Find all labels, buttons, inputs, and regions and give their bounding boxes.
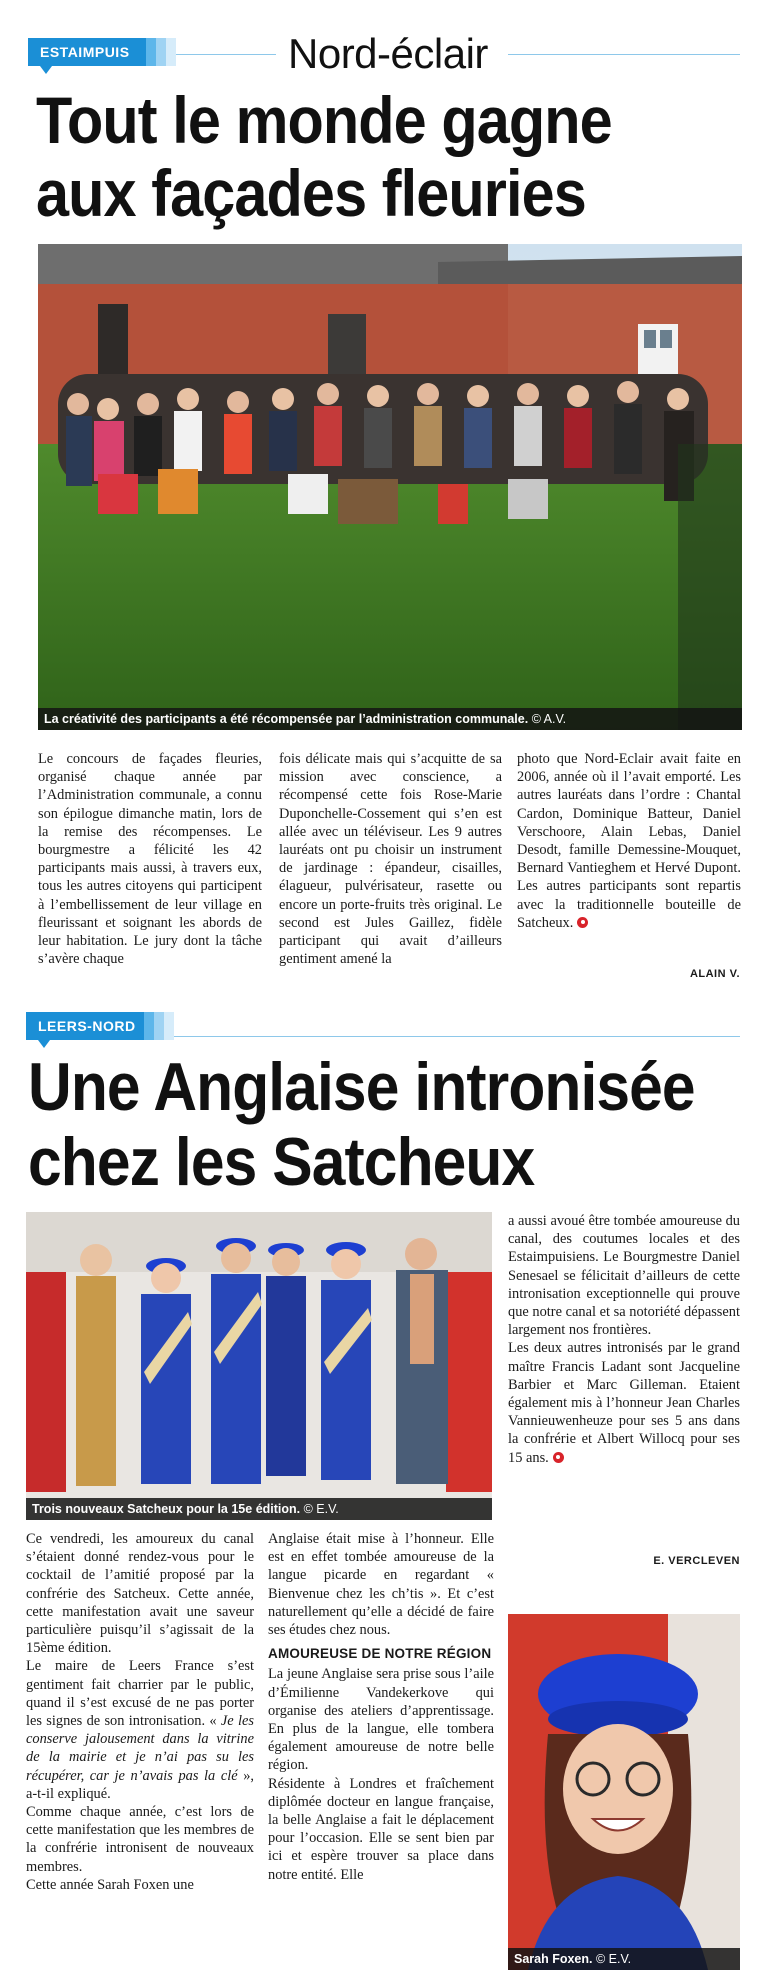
tag-notch	[40, 66, 52, 74]
portrait-photo-image	[508, 1614, 740, 1970]
photo-caption: Trois nouveaux Satcheux pour la 15e édition. © E.V.	[26, 1498, 492, 1520]
group-photo-image	[38, 244, 742, 730]
group-photo	[38, 244, 742, 730]
photo-caption: Sarah Foxen. © E.V.	[508, 1948, 740, 1970]
end-mark-icon	[553, 1452, 564, 1463]
section-rule	[174, 1036, 740, 1037]
portrait-photo	[508, 1614, 740, 1970]
article-column-3: photo que Nord-Eclair avait faite en 2006, année où il l’avait emporté. Les autres lauréats dans l’ordre : Chantal Cardon, Dominique Batteur, Daniel Verschoore, Alain Lebas, Daniel Desodt, famille Demessine-Mouquet, Bernard Vantieghem et Hervé Dupont. Les autres participants sont repartis avec la traditionnelle bouteille de Satcheux.	[517, 751, 741, 931]
masthead: Nord-éclair	[288, 30, 488, 77]
tag-notch	[38, 1040, 50, 1048]
satcheux-photo-image	[26, 1212, 492, 1520]
headline: Une Anglaise intronisée chez les Satcheux	[28, 1049, 695, 1200]
subhead: AMOUREUSE DE NOTRE RÉGION	[268, 1646, 492, 1662]
article-column-1: Le concours de façades fleuries, organisé chaque année par l’Administration communale, a connu son épilogue dimanche matin, lors de la remise des récompenses. Le bourgmestre a félicité les 42 participants mais aussi, à travers eux, tous les autres citoyens qui participent à l’embellissement de leur village en fleurissant et soignant les abords de leur habitation. Le jury dont la tâche s’avère chaque	[38, 751, 262, 968]
article-column-2: fois délicate mais qui s’acquitte de sa mission avec conscience, a récompensé cette fois Rose-Marie Duponchelle-Cossement qui s’en est allée avec un téléviseur. Les 9 autres lauréats ont pu choisir un instrument de jardinage : épandeur, cisailles, élagueur, pulvérisateur, rasette ou encore un porte-fruits très original. Le second est Jules Gaillez, fidèle participant qui avait d’ailleurs gentiment amené la	[279, 751, 502, 968]
satcheux-photo	[26, 1212, 492, 1520]
photo-caption: La créativité des participants a été récompensée par l’administration communale. © A.V.	[38, 708, 742, 730]
section-rule	[176, 54, 276, 55]
byline: ALAIN V.	[689, 968, 740, 980]
article-column-1: Ce vendredi, les amoureux du canal s’étaient donné rendez-vous pour le cocktail de l’amitié proposé par la confrérie des Satcheux. Cette année, cette manifestation avait une saveur particulière puisqu’il s’agissait de la 15ème édition. Le maire de Leers France s’est gentiment fait charrier par le public, quand il s’est excusé de ne pas porter les signes de son intronisation. « Je les conserve jalousement dans la vitrine de la mairie et je n’ai pas su les récupérer, car je n’avais pas la clé », a-t-il expliqué. Comme chaque année, c’est lors de cette manifestation que les membres de la confrérie intronisent de nouveaux membres. Cette année Sarah Foxen une	[26, 1531, 254, 1893]
article-right-column: a aussi avoué être tombée amoureuse du canal, des coutumes locales et des Estaimpuisiens. Le Bourgmestre Daniel Senesael se félicitait d’ailleurs de cette intronisation exceptionnelle qui prouve que notre canal et sa notoriété dépassent largement nos frontières. Les deux autres intronisés par le grand maître Francis Ladant sont Jacqueline Barbier et Marc Gilleman. Etaient également mis à l’honneur Jean Charles Vannieuwenheuze pour ses 5 ans dans la confrérie et Albert Willocq pour ses 15 ans.	[508, 1213, 740, 1466]
section-rule	[508, 54, 740, 55]
byline: E. VERCLEVEN	[653, 1555, 740, 1567]
section-tag-estaimpuis: ESTAIMPUIS	[28, 38, 146, 66]
end-mark-icon	[577, 917, 588, 928]
section-tag-leers-nord: LEERS-NORD	[26, 1012, 144, 1040]
article-column-2: Anglaise était mise à l’honneur. Elle est en effet tombée amoureuse de la langue picarde en regardant « Bienvenue chez les ch’tis ». Et c’est naturellement qu’elle a décidé de faire ses études chez nous. AMOUREUSE DE NOTRE RÉGION La jeune Anglaise sera prise sous l’aile d’Émilienne Vandekerkove qui organise des ateliers d’apprentissage. En plus de la langue, elle tombera également amoureuse de notre belle région. Résidente à Londres et fraîchement diplômée docteur en langue française, la belle Anglaise a fait le déplacement pour l’occasion. Elle se sent bien par ici et espère trouver sa place dans notre entité. Elle	[268, 1531, 494, 1883]
headline: Tout le monde gagne aux façades fleuries	[36, 83, 612, 230]
